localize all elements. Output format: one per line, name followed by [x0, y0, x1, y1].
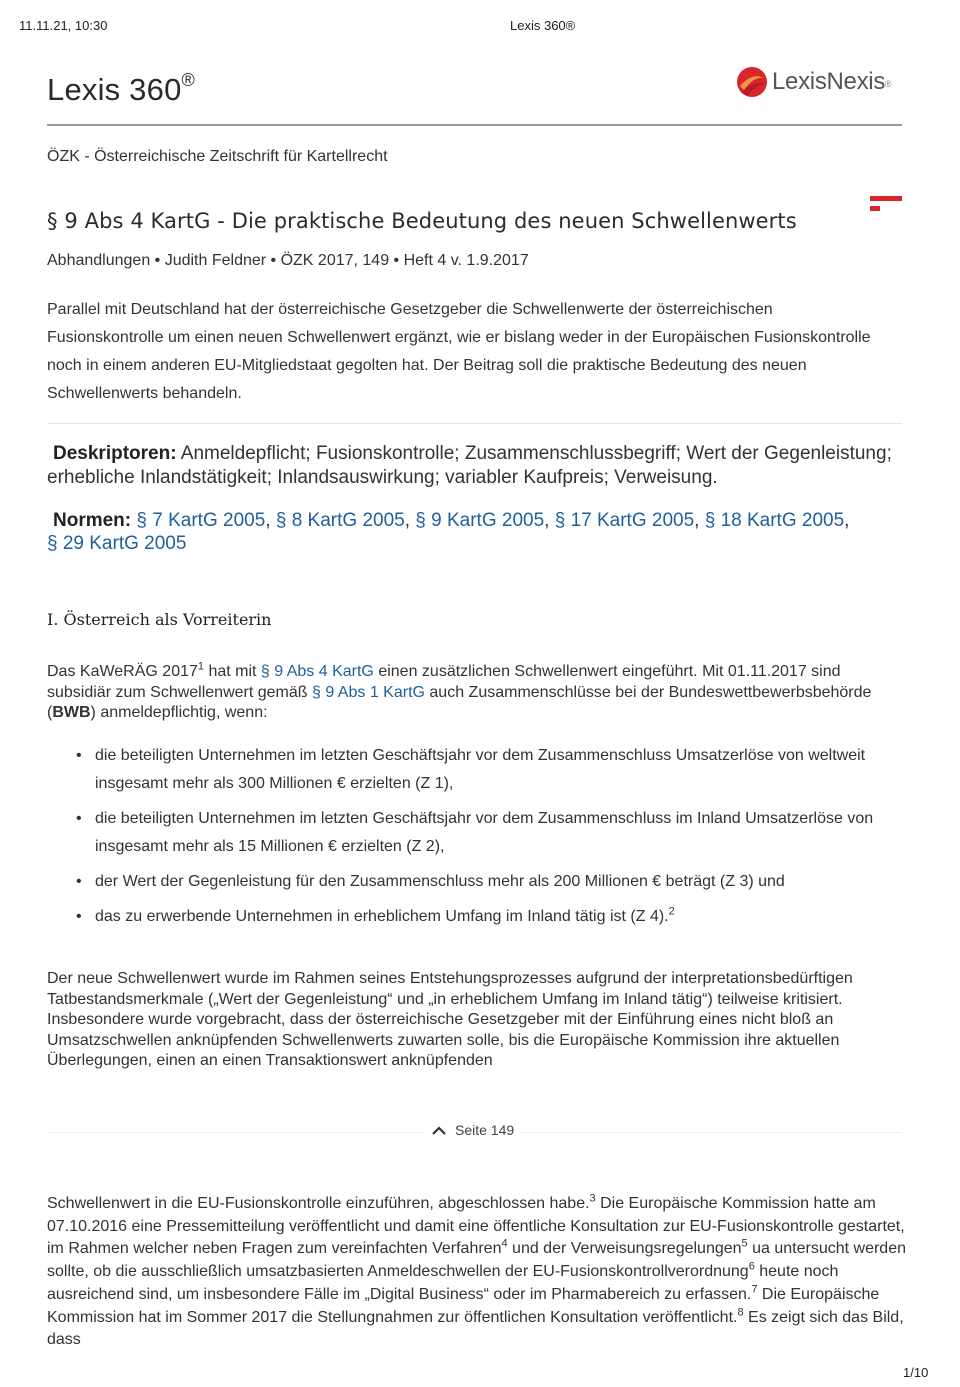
text-span: ) anmeldepflichtig, wenn:	[90, 704, 268, 721]
footnote-ref[interactable]: 6	[748, 1260, 755, 1273]
brand-reg: ®	[181, 70, 195, 90]
bullet-dot: •	[76, 873, 82, 890]
text-span: Das KaWeRÄG 2017	[47, 663, 198, 680]
footnote-ref[interactable]: 4	[501, 1238, 508, 1251]
logo-wordmark	[772, 68, 891, 96]
list-item-text: das zu erwerbende Unternehmen in erheblichem Umfang im Inland tätig ist (Z 4).	[95, 908, 669, 925]
norm-link[interactable]: § 7 KartG 2005	[136, 510, 266, 531]
section-heading: I. Österreich als Vorreiterin	[47, 610, 272, 629]
text-span: einen zusätzlichen Schwellenwert eingeführt. Mit 01.11.2017 sind subsidiär zum Schwellenwert gemäß	[47, 663, 841, 701]
article-abstract: Parallel mit Deutschland hat der österreichische Gesetzgeber die Schwellenwerte der österreichischen Fusionskontrolle um einen neuen Schwellenwert ergänzt, wie er bislang weder in der Europäischen Fusionskontrolle noch in einem anderen EU-Mitgliedstaat gegolten hat. Der Beitrag soll die praktische Bedeutung des neuen Schwellenwerts behandeln.	[47, 301, 871, 402]
header-divider	[47, 124, 902, 126]
norm-link[interactable]: § 18 KartG 2005	[704, 510, 845, 531]
list-item-text: die beteiligten Unternehmen im letzten Geschäftsjahr vor dem Zusammenschluss im Inland Umsatzerlöse von insgesamt mehr als 15 Millionen € erzielten (Z 2),	[95, 810, 874, 855]
norm-link[interactable]: § 8 KartG 2005	[275, 510, 405, 531]
bullet-dot: •	[76, 908, 82, 925]
page-marker-label: Seite 149	[455, 1122, 515, 1138]
law-link[interactable]: § 9 Abs 4 KartG	[260, 663, 374, 680]
text-span: Es zeigt sich das Bild, dass	[47, 1308, 904, 1349]
bookmark-flag-icon[interactable]	[870, 196, 902, 214]
law-link[interactable]: § 9 Abs 1 KartG	[312, 683, 425, 701]
footnote-ref[interactable]: 5	[741, 1238, 748, 1251]
paragraph-1	[47, 662, 907, 724]
norm-link[interactable]: § 29 KartG 2005	[47, 533, 187, 554]
bullet-dot: •	[76, 810, 82, 827]
text-span: und der Verweisungsregelungen	[507, 1240, 742, 1258]
norms-label: Normen:	[53, 510, 132, 531]
logo-reg: ®	[885, 79, 892, 89]
text-span: heute noch ausreichend sind, um insbesondere Fälle im „Digital Business“ oder im Pharmabereich zu erfassen.	[47, 1263, 839, 1303]
journal-name: ÖZK - Österreichische Zeitschrift für Kartellrecht	[47, 148, 388, 165]
norm-link[interactable]: § 9 KartG 2005	[415, 510, 545, 531]
bullet-dot: •	[76, 747, 82, 764]
lexisnexis-logo-icon	[736, 66, 768, 98]
bold-abbrev: BWB	[52, 704, 91, 721]
print-date: 11.11.21, 10:30	[19, 18, 108, 33]
text-span: Die Europäische Kommission hat im Sommer 2017 die Stellungnahmen zur öffentlichen Konsultation veröffentlicht.	[47, 1285, 880, 1326]
list-item	[47, 868, 907, 896]
descriptors	[47, 442, 907, 490]
list-item-text: die beteiligten Unternehmen im letzten Geschäftsjahr vor dem Zusammenschluss Umsatzerlöse von weltweit insgesamt mehr als 300 Millionen € erzielten (Z 1),	[95, 747, 866, 792]
article-meta: Abhandlungen • Judith Feldner • ÖZK 2017, 149 • Heft 4 v. 1.9.2017	[47, 252, 529, 269]
brand-name: Lexis 360	[47, 72, 182, 107]
chevron-up-icon	[431, 1125, 447, 1135]
text-span: hat mit	[204, 663, 261, 680]
brand-title	[47, 70, 195, 108]
lexisnexis-logo[interactable]	[736, 66, 891, 98]
abstract-divider	[47, 423, 902, 424]
footnote-ref[interactable]: 3	[589, 1192, 596, 1205]
list-item	[47, 805, 907, 861]
footnote-ref[interactable]: 8	[737, 1306, 744, 1319]
list-item	[47, 742, 907, 798]
criteria-list	[47, 742, 907, 938]
page-number: 1/10	[903, 1365, 929, 1380]
text-span: auch Zusammenschlüsse bei der Bundeswettbewerbsbehörde (	[47, 683, 872, 721]
print-title: Lexis 360®	[510, 18, 576, 33]
paragraph-2: Der neue Schwellenwert wurde im Rahmen seines Entstehungsprozesses aufgrund der interpretationsbedürftigen Tatbestandsmerkmale („Wert der Gegenleistung“ und „in erheblichem Umfang im Inland tätig“) teilweise kritisiert. Insbesondere wurde vorgebracht, dass der österreichische Gesetzgeber mit der Einführung eines nicht bloß an Umsatzschwellen anknüpfenden Schwellenwerts zuwarten solle, bis die Europäische Kommission ihre aktuellen Überlegungen, einen an einen Transaktionswert anknüpfenden	[47, 970, 853, 1069]
list-item-text: der Wert der Gegenleistung für den Zusammenschluss mehr als 200 Millionen € beträgt (Z 3) und	[95, 873, 785, 890]
norms: Normen: § 7 KartG 2005, § 8 KartG 2005, § 9 KartG 2005, § 17 KartG 2005, § 18 KartG 2005, § 29 KartG 2005	[47, 510, 850, 554]
descriptors-text: Anmeldepflicht; Fusionskontrolle; Zusammenschlussbegriff; Wert der Gegenleistung; erhebliche Inlandstätigkeit; Inlandsauswirkung; variabler Kaufpreis; Verweisung.	[47, 443, 892, 488]
footnote-ref[interactable]: 1	[197, 660, 205, 673]
norm-link[interactable]: § 17 KartG 2005	[554, 510, 695, 531]
text-span: ua untersucht werden sollte, ob die ausschließlich umsatzbasierten Anmeldeschwellen der EU-Fusionskontrollverordnung	[47, 1240, 906, 1281]
page-marker[interactable]	[425, 1122, 520, 1138]
footnote-ref[interactable]: 7	[751, 1283, 758, 1296]
descriptors-label: Deskriptoren:	[53, 443, 177, 464]
logo-text: LexisNexis	[772, 68, 886, 95]
list-item	[47, 903, 907, 931]
article-title: § 9 Abs 4 KartG - Die praktische Bedeutung des neuen Schwellenwerts	[47, 209, 797, 233]
text-span: Schwellenwert in die EU-Fusionskontrolle einzuführen, abgeschlossen habe.	[47, 1195, 590, 1212]
text-span: Die Europäische Kommission hatte am 07.10.2016 eine Pressemitteilung veröffentlicht und damit eine öffentliche Konsultation zur EU-Fusionskontrolle gestartet, im Rahmen welcher neben Fragen zum vereinfachten Verfahren	[47, 1195, 905, 1258]
paragraph-3	[47, 1193, 907, 1352]
footnote-ref[interactable]: 2	[668, 905, 675, 918]
